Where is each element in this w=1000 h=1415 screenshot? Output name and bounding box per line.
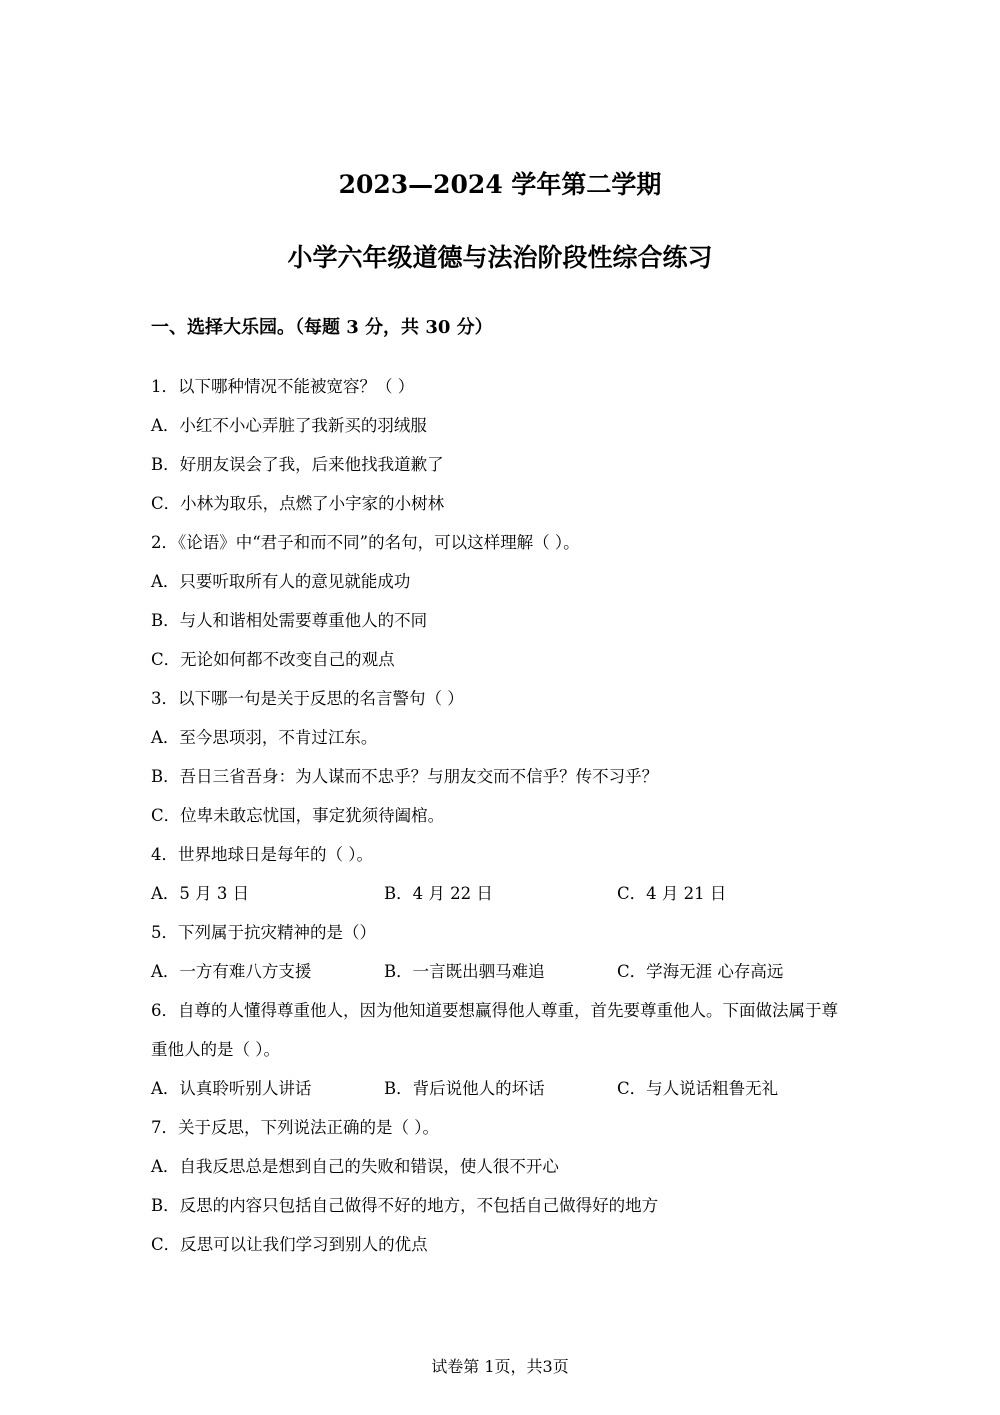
- question-stem: 7．关于反思，下列说法正确的是（ ）。: [151, 1118, 439, 1137]
- question-stem: 2．《论语》中“君子和而不同”的名句，可以这样理解（ ）。: [151, 533, 580, 552]
- question-option: B．一言既出驷马难追: [384, 962, 545, 981]
- question-option: B．背后说他人的坏话: [384, 1079, 545, 1098]
- question-option: C．与人说话粗鲁无礼: [617, 1079, 779, 1098]
- question-options-row: [151, 1069, 851, 1108]
- question-option: A．一方有难八方支援: [151, 962, 312, 981]
- question-option: C．反思可以让我们学习到别人的优点: [151, 1235, 428, 1254]
- question-option: C．4 月 21 日: [617, 884, 727, 903]
- question-stem: 6．自尊的人懂得尊重他人，因为他知道要想赢得他人尊重，首先要尊重他人。下面做法属于尊重他人的是（ ）。: [151, 1001, 838, 1059]
- question-list: [151, 367, 851, 1264]
- page-footer: 试卷第 1页，共3页: [431, 1357, 569, 1376]
- question-option: A．小红不小心弄脏了我新买的羽绒服: [151, 416, 427, 435]
- question-stem: 3．以下哪一句是关于反思的名言警句（ ）: [151, 689, 464, 708]
- question-option: B．与人和谐相处需要尊重他人的不同: [151, 611, 428, 630]
- question-option: B．反思的内容只包括自己做得不好的地方，不包括自己做得好的地方: [151, 1196, 659, 1215]
- question-stem: 5．下列属于抗灾精神的是（）: [151, 923, 376, 942]
- question-option: A．自我反思总是想到自己的失败和错误，使人很不开心: [151, 1157, 559, 1176]
- question-option: A．认真聆听别人讲话: [151, 1079, 312, 1098]
- section-heading: 一、选择大乐园。（每题 3 分，共 30 分）: [151, 317, 493, 338]
- exam-title-term: 2023—2024 学年第二学期: [338, 170, 662, 199]
- question-option: C．无论如何都不改变自己的观点: [151, 650, 395, 669]
- exam-title-subject: 小学六年级道德与法治阶段性综合练习: [287, 243, 713, 272]
- question-option: C．小林为取乐，点燃了小宇家的小树林: [151, 494, 445, 513]
- question-stem: 4．世界地球日是每年的（ ）。: [151, 845, 373, 864]
- question-option: B．吾日三省吾身：为人谋而不忠乎？与朋友交而不信乎？传不习乎？: [151, 767, 659, 786]
- question-options-row: [151, 874, 851, 913]
- question-option: A．只要听取所有人的意见就能成功: [151, 572, 411, 591]
- question-options-row: [151, 952, 851, 991]
- question-option: A．5 月 3 日: [151, 884, 250, 903]
- question-option: A．至今思项羽，不肯过江东。: [151, 728, 378, 747]
- question-option: B．4 月 22 日: [384, 884, 493, 903]
- question-option: C．学海无涯 心存高远: [617, 962, 784, 981]
- question-stem: 1．以下哪种情况不能被宽容？（ ）: [151, 377, 415, 396]
- question-option: B．好朋友误会了我，后来他找我道歉了: [151, 455, 444, 474]
- question-option: C．位卑未敢忘忧国，事定犹须待阖棺。: [151, 806, 445, 825]
